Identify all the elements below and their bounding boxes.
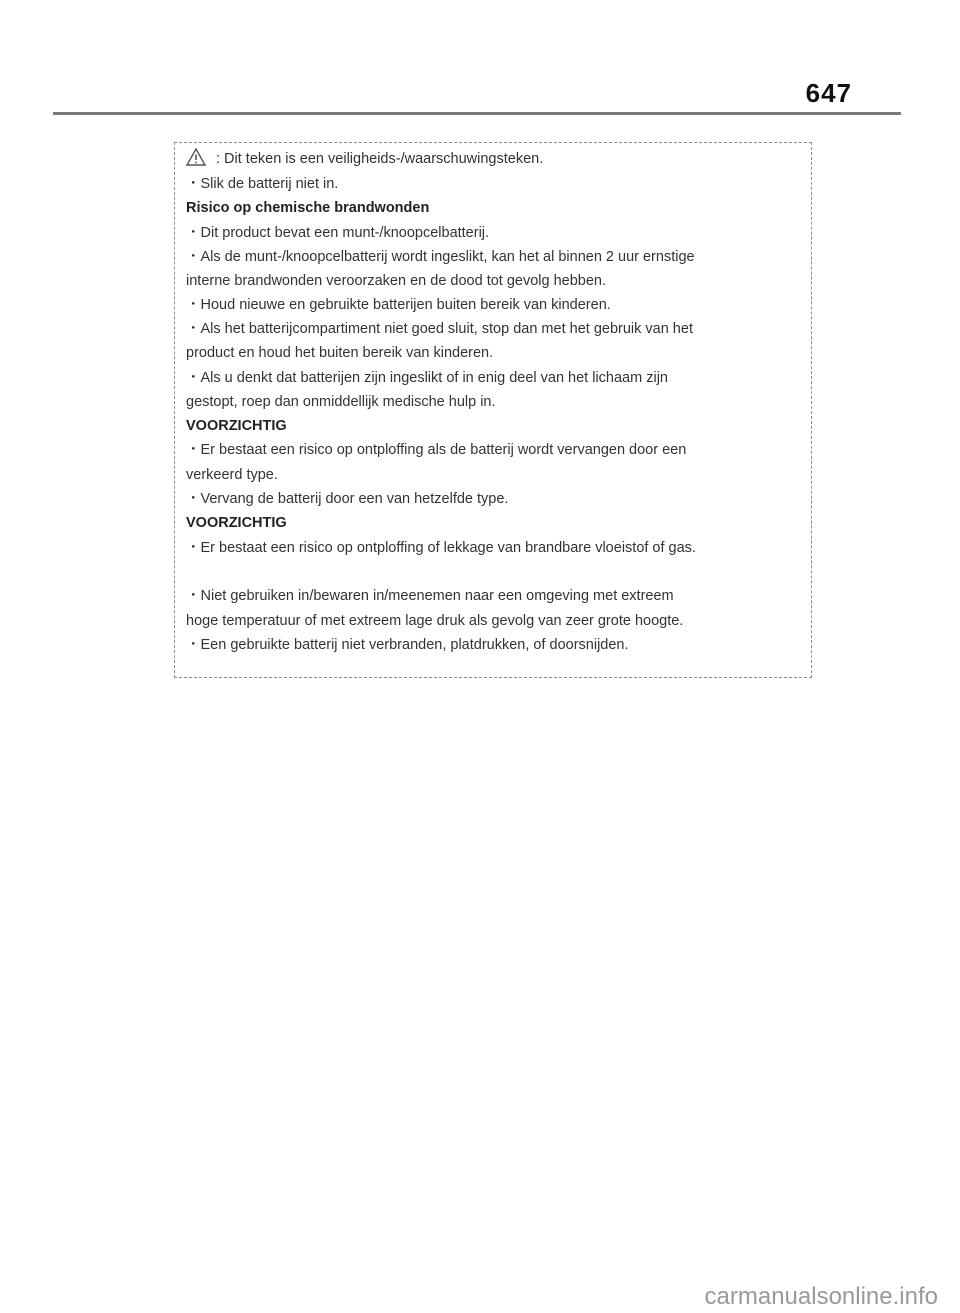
section-heading-chemical-burns: Risico op chemische brandwonden — [186, 200, 430, 216]
notice-line: product en houd het buiten bereik van kinderen. — [186, 345, 494, 361]
notice-line: ・Als u denkt dat batterijen zijn ingeslikt of in enig deel van het lichaam zijn — [186, 370, 668, 386]
section-heading-caution: VOORZICHTIG — [186, 418, 287, 434]
notice-line: ・Er bestaat een risico op ontploffing als de batterij wordt vervangen door een — [186, 442, 687, 458]
watermark-text: carmanualsonline.info — [704, 1283, 938, 1310]
notice-line: ・Als het batterijcompartiment niet goed sluit, stop dan met het gebruik van het — [186, 321, 693, 337]
notice-line: ・Slik de batterij niet in. — [186, 176, 339, 192]
warning-symbol-text: : Dit teken is een veiligheids-/waarschuwingsteken. — [216, 151, 544, 167]
notice-line: ・Niet gebruiken in/bewaren in/meenemen naar een omgeving met extreem — [186, 588, 674, 604]
notice-line: ・Dit product bevat een munt-/knoopcelbatterij. — [186, 225, 490, 241]
notice-line: ・Als de munt-/knoopcelbatterij wordt ingeslikt, kan het al binnen 2 uur ernstige — [186, 249, 695, 265]
notice-line: gestopt, roep dan onmiddellijk medische hulp in. — [186, 394, 496, 410]
warning-triangle-icon — [186, 148, 206, 172]
notice-line: ・Er bestaat een risico op ontploffing of lekkage van brandbare vloeistof of gas. — [186, 540, 696, 556]
page-number: 647 — [805, 78, 852, 108]
warning-symbol-line — [186, 148, 543, 172]
notice-line: verkeerd type. — [186, 467, 278, 483]
notice-line: interne brandwonden veroorzaken en de dood tot gevolg hebben. — [186, 273, 607, 289]
header-rule — [53, 112, 901, 115]
notice-line: ・Vervang de batterij door een van hetzelfde type. — [186, 491, 509, 507]
notice-line: ・Een gebruikte batterij niet verbranden, platdrukken, of doorsnijden. — [186, 637, 629, 653]
notice-line: hoge temperatuur of met extreem lage druk als gevolg van zeer grote hoogte. — [186, 613, 684, 629]
notice-line: ・Houd nieuwe en gebruikte batterijen buiten bereik van kinderen. — [186, 297, 611, 313]
section-heading-caution: VOORZICHTIG — [186, 515, 287, 531]
